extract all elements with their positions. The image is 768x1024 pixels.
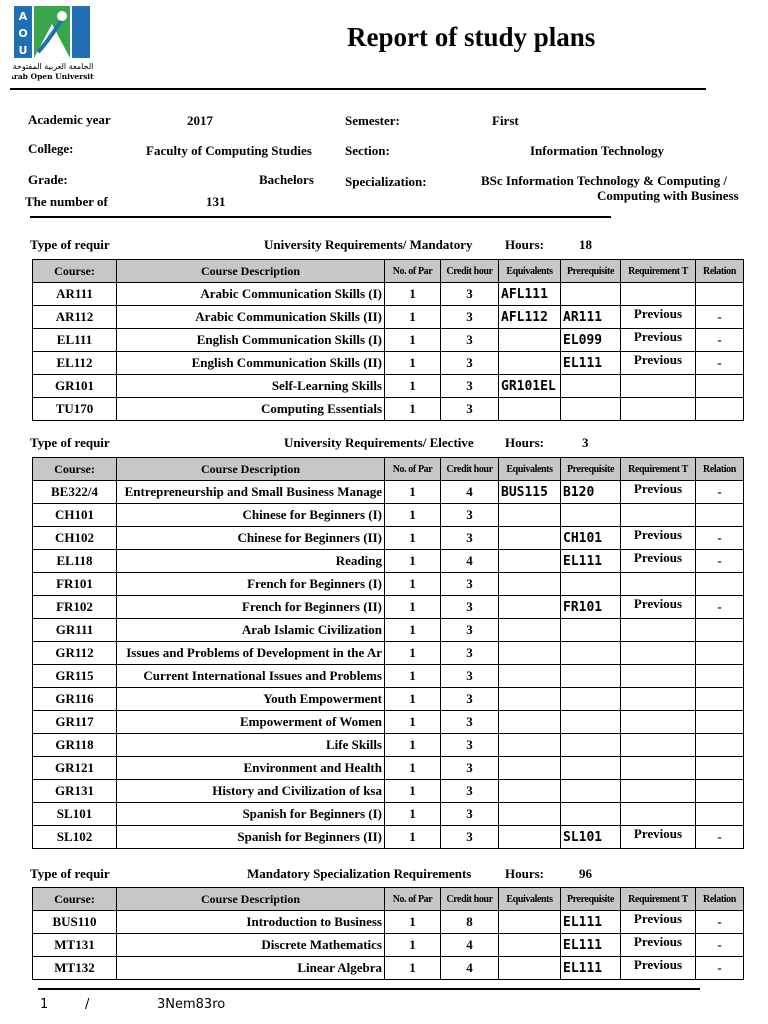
relation [696, 734, 744, 757]
section-value: Information Technology [530, 143, 664, 158]
prerequisite-course [561, 780, 621, 803]
requirement-type: Previous [621, 596, 696, 619]
logo-letter-u: U [18, 44, 28, 57]
prerequisite-course [561, 504, 621, 527]
parts-count: 1 [385, 688, 441, 711]
credit-hours: 3 [441, 803, 499, 826]
prerequisite-course: B120 [561, 481, 621, 504]
credit-count-label: The number of [25, 194, 108, 209]
college-value: Faculty of Computing Studies [146, 143, 312, 158]
logo-letter-o: O [18, 27, 28, 40]
prerequisite-course [561, 375, 621, 398]
requirement-type: Previous [621, 826, 696, 849]
course-code: AR112 [33, 306, 117, 329]
course-description: Arabic Communication Skills (I) [117, 283, 385, 306]
logo-caption-english: Arab Open University [12, 72, 94, 81]
academic-year-value: 2017 [187, 113, 213, 128]
relation [696, 619, 744, 642]
equivalent-course: AFL111 [499, 283, 561, 306]
parts-count: 1 [385, 780, 441, 803]
course-code: AR111 [33, 283, 117, 306]
course-description: Chinese for Beginners (II) [117, 527, 385, 550]
table-row [33, 596, 744, 619]
section-3-type-label: Type of requir [30, 866, 110, 881]
prerequisite-course: EL099 [561, 329, 621, 352]
course-description: Introduction to Business [117, 911, 385, 934]
table-row [33, 803, 744, 826]
requirement-type: Previous [621, 934, 696, 957]
section-1-hours-label: Hours: [505, 237, 544, 252]
requirement-type [621, 734, 696, 757]
course-code: GR101 [33, 375, 117, 398]
equivalent-course [499, 504, 561, 527]
equivalent-course [499, 573, 561, 596]
credit-hours: 4 [441, 957, 499, 980]
course-description: Empowerment of Women [117, 711, 385, 734]
relation [696, 375, 744, 398]
table-row [33, 329, 744, 352]
requirement-type [621, 375, 696, 398]
relation [696, 504, 744, 527]
equivalent-course [499, 550, 561, 573]
course-code: EL118 [33, 550, 117, 573]
header-col-requirement-type: Requirement T [621, 888, 696, 911]
equivalent-course [499, 803, 561, 826]
relation [696, 757, 744, 780]
relation [696, 665, 744, 688]
requirement-type [621, 711, 696, 734]
table-row [33, 573, 744, 596]
header-col-course: Course: [33, 458, 117, 481]
section-3-table [32, 887, 744, 980]
course-code: EL112 [33, 352, 117, 375]
credit-hours: 3 [441, 711, 499, 734]
header-col-course-description: Course Description [117, 458, 385, 481]
logo-letter-a: A [18, 10, 28, 23]
course-description: Spanish for Beginners (I) [117, 803, 385, 826]
aou-logo [12, 4, 94, 82]
table-row [33, 711, 744, 734]
equivalent-course [499, 329, 561, 352]
course-description: Chinese for Beginners (I) [117, 504, 385, 527]
parts-count: 1 [385, 757, 441, 780]
relation: - [696, 550, 744, 573]
course-description: Issues and Problems of Development in the Ar [117, 642, 385, 665]
course-code: GR118 [33, 734, 117, 757]
relation: - [696, 352, 744, 375]
equivalent-course [499, 688, 561, 711]
prerequisite-course [561, 665, 621, 688]
parts-count: 1 [385, 504, 441, 527]
equivalent-course: GR101EL [499, 375, 561, 398]
credit-hours: 3 [441, 826, 499, 849]
relation: - [696, 527, 744, 550]
credit-hours: 3 [441, 504, 499, 527]
prerequisite-course [561, 803, 621, 826]
credit-hours: 3 [441, 375, 499, 398]
relation: - [696, 826, 744, 849]
header-col-course: Course: [33, 888, 117, 911]
section-1-hours: 18 [579, 237, 592, 252]
title-divider [10, 88, 706, 90]
header-col-parts: No. of Par [385, 888, 441, 911]
parts-count: 1 [385, 550, 441, 573]
equivalent-course [499, 757, 561, 780]
section-1-table [32, 259, 744, 421]
course-code: SL102 [33, 826, 117, 849]
prerequisite-course [561, 398, 621, 421]
section-2-table [32, 457, 744, 849]
parts-count: 1 [385, 911, 441, 934]
section-2-type-label: Type of requir [30, 435, 110, 450]
equivalent-course [499, 596, 561, 619]
prerequisite-course [561, 688, 621, 711]
table-row [33, 283, 744, 306]
relation: - [696, 329, 744, 352]
info-divider [30, 216, 611, 218]
equivalent-course [499, 957, 561, 980]
college-label: College: [28, 141, 74, 156]
header-col-parts: No. of Par [385, 260, 441, 283]
requirement-type [621, 642, 696, 665]
parts-count: 1 [385, 375, 441, 398]
academic-year-label: Academic year [28, 112, 111, 127]
table-row [33, 826, 744, 849]
credit-hours: 3 [441, 352, 499, 375]
parts-count: 1 [385, 306, 441, 329]
parts-count: 1 [385, 573, 441, 596]
header-col-parts: No. of Par [385, 458, 441, 481]
table-row [33, 619, 744, 642]
prerequisite-course [561, 283, 621, 306]
course-description: Arabic Communication Skills (II) [117, 306, 385, 329]
relation: - [696, 957, 744, 980]
header-col-prerequisite: Prerequisite [561, 888, 621, 911]
header-col-credit-hours: Credit hour [441, 260, 499, 283]
parts-count: 1 [385, 711, 441, 734]
equivalent-course [499, 826, 561, 849]
header-col-equivalents: Equivalents [499, 888, 561, 911]
prerequisite-course [561, 619, 621, 642]
equivalent-course [499, 711, 561, 734]
prerequisite-course [561, 711, 621, 734]
course-code: CH102 [33, 527, 117, 550]
requirement-type [621, 504, 696, 527]
table-row [33, 527, 744, 550]
course-description: Current International Issues and Problems [117, 665, 385, 688]
table-header-row [33, 458, 744, 481]
relation [696, 573, 744, 596]
course-code: BUS110 [33, 911, 117, 934]
footer-divider [38, 988, 700, 990]
table-row [33, 934, 744, 957]
credit-hours: 3 [441, 283, 499, 306]
parts-count: 1 [385, 329, 441, 352]
section-2-hours-label: Hours: [505, 435, 544, 450]
specialization-value-line2: Computing with Business [597, 188, 739, 203]
parts-count: 1 [385, 934, 441, 957]
parts-count: 1 [385, 803, 441, 826]
equivalent-course [499, 642, 561, 665]
parts-count: 1 [385, 826, 441, 849]
credit-hours: 3 [441, 596, 499, 619]
section-3-name: Mandatory Specialization Requirements [247, 866, 472, 881]
course-description: English Communication Skills (II) [117, 352, 385, 375]
course-description: Reading [117, 550, 385, 573]
credit-count-value: 131 [206, 194, 226, 209]
equivalent-course: BUS115 [499, 481, 561, 504]
parts-count: 1 [385, 665, 441, 688]
header-col-prerequisite: Prerequisite [561, 458, 621, 481]
parts-count: 1 [385, 481, 441, 504]
header-col-course: Course: [33, 260, 117, 283]
requirement-type: Previous [621, 550, 696, 573]
section-3-hours-label: Hours: [505, 866, 544, 881]
table-row [33, 550, 744, 573]
prerequisite-course: AR111 [561, 306, 621, 329]
course-description: Self-Learning Skills [117, 375, 385, 398]
table-row [33, 398, 744, 421]
requirement-type [621, 665, 696, 688]
relation: - [696, 596, 744, 619]
course-description: Discrete Mathematics [117, 934, 385, 957]
credit-hours: 4 [441, 550, 499, 573]
table-header-row [33, 260, 744, 283]
equivalent-course [499, 934, 561, 957]
prerequisite-course: CH101 [561, 527, 621, 550]
section-1-type-label: Type of requir [30, 237, 110, 252]
course-description: Entrepreneurship and Small Business Manage [117, 481, 385, 504]
credit-hours: 3 [441, 306, 499, 329]
credit-hours: 3 [441, 757, 499, 780]
credit-hours: 3 [441, 780, 499, 803]
table-row [33, 375, 744, 398]
footer-separator: / [85, 997, 90, 1012]
table-row [33, 688, 744, 711]
header-col-requirement-type: Requirement T [621, 458, 696, 481]
course-description: Life Skills [117, 734, 385, 757]
header-col-course-description: Course Description [117, 260, 385, 283]
parts-count: 1 [385, 398, 441, 421]
table-row [33, 642, 744, 665]
course-description: Computing Essentials [117, 398, 385, 421]
parts-count: 1 [385, 734, 441, 757]
requirement-type: Previous [621, 527, 696, 550]
section-label: Section: [345, 143, 390, 158]
prerequisite-course: EL111 [561, 934, 621, 957]
course-code: BE322/4 [33, 481, 117, 504]
course-code: GR117 [33, 711, 117, 734]
requirement-type: Previous [621, 352, 696, 375]
parts-count: 1 [385, 642, 441, 665]
relation: - [696, 306, 744, 329]
equivalent-course [499, 527, 561, 550]
equivalent-course [499, 352, 561, 375]
prerequisite-course: SL101 [561, 826, 621, 849]
table-row [33, 957, 744, 980]
course-description: Arab Islamic Civilization [117, 619, 385, 642]
course-code: GR116 [33, 688, 117, 711]
credit-hours: 3 [441, 573, 499, 596]
relation [696, 711, 744, 734]
requirement-type [621, 688, 696, 711]
course-code: GR115 [33, 665, 117, 688]
credit-hours: 4 [441, 934, 499, 957]
specialization-value-line1: BSc Information Technology & Computing / [481, 173, 727, 188]
table-row [33, 504, 744, 527]
prerequisite-course [561, 757, 621, 780]
header-col-relation: Relation [696, 260, 744, 283]
requirement-type: Previous [621, 957, 696, 980]
credit-hours: 3 [441, 329, 499, 352]
equivalent-course [499, 619, 561, 642]
parts-count: 1 [385, 596, 441, 619]
course-description: English Communication Skills (I) [117, 329, 385, 352]
requirement-type [621, 780, 696, 803]
prerequisite-course: FR101 [561, 596, 621, 619]
course-description: Environment and Health [117, 757, 385, 780]
course-description: Spanish for Beginners (II) [117, 826, 385, 849]
header-col-prerequisite: Prerequisite [561, 260, 621, 283]
course-code: GR111 [33, 619, 117, 642]
table-row [33, 306, 744, 329]
footer-document-code: 3Nem83ro [157, 997, 226, 1012]
course-description: Youth Empowerment [117, 688, 385, 711]
requirement-type: Previous [621, 481, 696, 504]
parts-count: 1 [385, 957, 441, 980]
section-1-name: University Requirements/ Mandatory [264, 237, 473, 252]
relation [696, 780, 744, 803]
parts-count: 1 [385, 283, 441, 306]
table-row [33, 780, 744, 803]
grade-value: Bachelors [259, 172, 314, 187]
header-col-relation: Relation [696, 458, 744, 481]
logo-caption-arabic: الجامعة العربية المفتوحة [12, 62, 94, 71]
requirement-type [621, 619, 696, 642]
semester-label: Semester: [345, 113, 400, 128]
relation: - [696, 481, 744, 504]
header-col-requirement-type: Requirement T [621, 260, 696, 283]
semester-value: First [492, 113, 519, 128]
course-code: CH101 [33, 504, 117, 527]
credit-hours: 3 [441, 734, 499, 757]
course-code: FR101 [33, 573, 117, 596]
specialization-label: Specialization: [345, 174, 427, 189]
table-row [33, 911, 744, 934]
header-col-course-description: Course Description [117, 888, 385, 911]
prerequisite-course: EL111 [561, 550, 621, 573]
section-3-hours: 96 [579, 866, 592, 881]
course-code: MT131 [33, 934, 117, 957]
table-row [33, 481, 744, 504]
credit-hours: 3 [441, 665, 499, 688]
section-2-name: University Requirements/ Elective [284, 435, 474, 450]
page-title: Report of study plans [347, 22, 596, 52]
requirement-type [621, 803, 696, 826]
relation: - [696, 911, 744, 934]
parts-count: 1 [385, 619, 441, 642]
requirement-type: Previous [621, 911, 696, 934]
requirement-type: Previous [621, 329, 696, 352]
credit-hours: 3 [441, 642, 499, 665]
requirement-type [621, 757, 696, 780]
requirement-type [621, 573, 696, 596]
equivalent-course [499, 665, 561, 688]
requirement-type [621, 398, 696, 421]
relation [696, 688, 744, 711]
header-col-credit-hours: Credit hour [441, 458, 499, 481]
equivalent-course: AFL112 [499, 306, 561, 329]
course-code: SL101 [33, 803, 117, 826]
course-description: French for Beginners (II) [117, 596, 385, 619]
equivalent-course [499, 398, 561, 421]
prerequisite-course: EL111 [561, 957, 621, 980]
parts-count: 1 [385, 527, 441, 550]
prerequisite-course [561, 642, 621, 665]
course-code: GR121 [33, 757, 117, 780]
grade-label: Grade: [28, 172, 68, 187]
parts-count: 1 [385, 352, 441, 375]
equivalent-course [499, 780, 561, 803]
credit-hours: 3 [441, 527, 499, 550]
equivalent-course [499, 911, 561, 934]
relation: - [696, 934, 744, 957]
table-header-row [33, 888, 744, 911]
relation [696, 642, 744, 665]
footer-page-number: 1 [40, 997, 49, 1012]
relation [696, 398, 744, 421]
credit-hours: 3 [441, 619, 499, 642]
table-row [33, 352, 744, 375]
table-row [33, 757, 744, 780]
credit-hours: 3 [441, 688, 499, 711]
header-col-equivalents: Equivalents [499, 260, 561, 283]
prerequisite-course: EL111 [561, 911, 621, 934]
header-col-equivalents: Equivalents [499, 458, 561, 481]
equivalent-course [499, 734, 561, 757]
course-code: GR112 [33, 642, 117, 665]
table-row [33, 734, 744, 757]
credit-hours: 8 [441, 911, 499, 934]
prerequisite-course [561, 573, 621, 596]
course-code: TU170 [33, 398, 117, 421]
course-description: History and Civilization of ksa [117, 780, 385, 803]
header-col-relation: Relation [696, 888, 744, 911]
relation [696, 283, 744, 306]
course-code: GR131 [33, 780, 117, 803]
course-code: MT132 [33, 957, 117, 980]
course-description: Linear Algebra [117, 957, 385, 980]
credit-hours: 4 [441, 481, 499, 504]
header-col-credit-hours: Credit hour [441, 888, 499, 911]
table-row [33, 665, 744, 688]
relation [696, 803, 744, 826]
course-code: EL111 [33, 329, 117, 352]
requirement-type: Previous [621, 306, 696, 329]
course-description: French for Beginners (I) [117, 573, 385, 596]
prerequisite-course: EL111 [561, 352, 621, 375]
aou-logo-mark [12, 4, 94, 82]
credit-hours: 3 [441, 398, 499, 421]
course-code: FR102 [33, 596, 117, 619]
prerequisite-course [561, 734, 621, 757]
requirement-type [621, 283, 696, 306]
section-2-hours: 3 [582, 435, 589, 450]
